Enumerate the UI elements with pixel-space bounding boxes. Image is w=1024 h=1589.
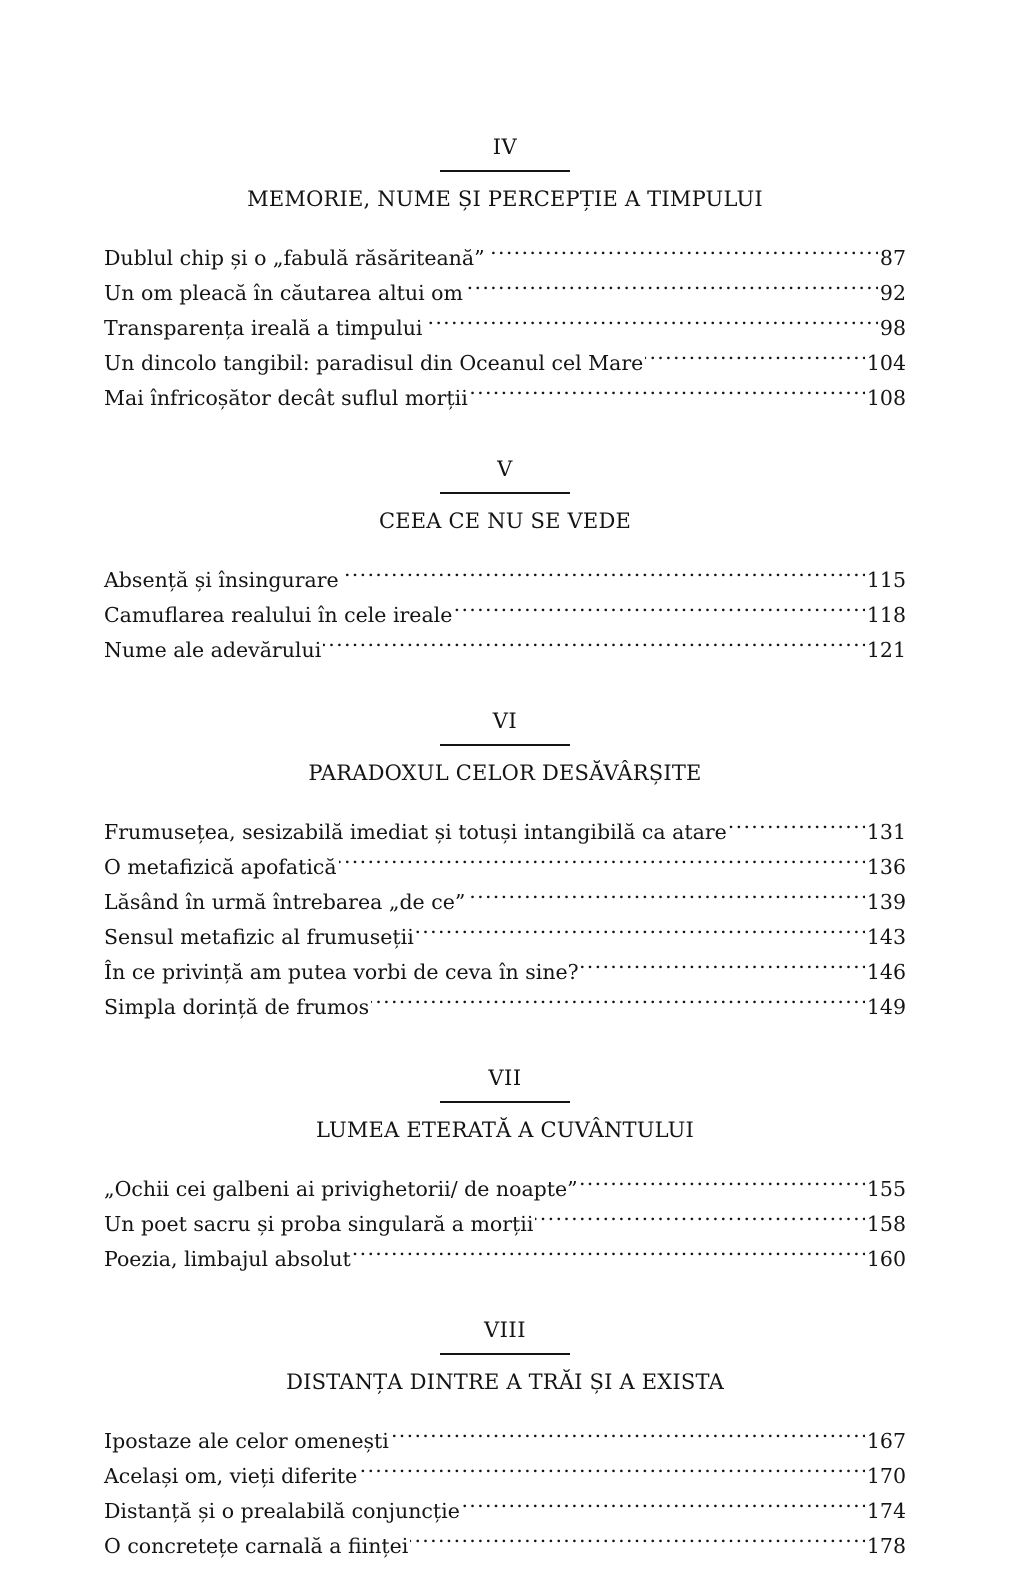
entry-page-number: 98 — [879, 316, 906, 340]
entry-page-number: 92 — [879, 281, 906, 305]
entry-title: Ipostaze ale celor omenești — [104, 1429, 389, 1453]
entry-list — [104, 804, 906, 1019]
entry-page-number: 87 — [879, 246, 906, 270]
dot-leader — [729, 804, 865, 839]
entry-page-number: 155 — [866, 1177, 906, 1201]
entry-title: Camuflarea realului în cele ireale — [104, 603, 453, 627]
entry-page-number: 139 — [866, 890, 906, 914]
section-title: LUMEA ETERATĂ A CUVÂNTULUI — [315, 1118, 695, 1142]
dot-leader — [645, 335, 865, 370]
section-divider — [440, 1101, 570, 1103]
section-title: DISTANȚA DINTRE A TRĂI ȘI A EXISTA — [286, 1370, 724, 1394]
toc-entry — [104, 230, 906, 270]
entry-list — [104, 230, 906, 410]
entry-title: O metafizică apofatică — [104, 855, 337, 879]
dot-leader — [462, 1483, 865, 1518]
toc-section — [104, 1315, 906, 1558]
toc-entry — [104, 1161, 906, 1201]
dot-leader — [410, 1518, 865, 1553]
entry-page-number: 149 — [866, 995, 906, 1019]
entry-title: Mai înfricoșător decât suflul morții — [104, 386, 468, 410]
dot-leader — [353, 1231, 865, 1266]
dot-leader — [454, 587, 865, 622]
dot-leader — [465, 265, 878, 300]
dot-leader — [416, 909, 865, 944]
section-divider — [440, 170, 570, 172]
entry-page-number: 121 — [866, 638, 906, 662]
entry-title: În ce privință am putea vorbi de ceva în sine? — [104, 960, 579, 984]
entry-page-number: 160 — [866, 1247, 906, 1271]
entry-title: Distanță și o prealabilă conjuncție — [104, 1499, 460, 1523]
entry-title: Frumusețea, sesizabilă imediat și totuși intangibilă ca atare — [104, 820, 727, 844]
entry-page-number: 136 — [866, 855, 906, 879]
entry-page-number: 174 — [866, 1499, 906, 1523]
entry-title: Sensul metafizic al frumuseții — [104, 925, 414, 949]
entry-page-number: 108 — [866, 386, 906, 410]
entry-title: Un poet sacru și proba singulară a morții — [104, 1212, 534, 1236]
dot-leader — [391, 1413, 865, 1448]
dot-leader — [487, 230, 878, 265]
table-of-contents — [104, 132, 906, 1558]
entry-page-number: 167 — [866, 1429, 906, 1453]
dot-leader — [339, 839, 865, 874]
entry-title: Absență și însingurare — [104, 568, 339, 592]
entry-page-number: 131 — [866, 820, 906, 844]
section-numeral: VIII — [483, 1318, 527, 1342]
entry-title: „Ochii cei galbeni ai privighetorii/ de noapte” — [104, 1177, 578, 1201]
section-title: MEMORIE, NUME ȘI PERCEPȚIE A TIMPULUI — [247, 187, 763, 211]
entry-title: Același om, vieți diferite — [104, 1464, 358, 1488]
entry-title: Transparența ireală a timpului — [104, 316, 423, 340]
toc-section — [104, 1063, 906, 1315]
dot-leader — [371, 979, 865, 1014]
dot-leader — [341, 552, 865, 587]
entry-list — [104, 1161, 906, 1271]
dot-leader — [580, 1161, 865, 1196]
entry-list — [104, 552, 906, 662]
dot-leader — [467, 874, 865, 909]
section-divider — [440, 744, 570, 746]
entry-title: Dublul chip și o „fabulă răsăriteană” — [104, 246, 485, 270]
entry-title: Poezia, limbajul absolut — [104, 1247, 351, 1271]
section-divider — [440, 492, 570, 494]
section-numeral: V — [497, 457, 513, 481]
toc-section — [104, 132, 906, 454]
dot-leader — [581, 944, 865, 979]
entry-page-number: 115 — [866, 568, 906, 592]
entry-title: Lăsând în urmă întrebarea „de ce” — [104, 890, 466, 914]
entry-page-number: 146 — [866, 960, 906, 984]
entry-title: O concretețe carnală a ființei — [104, 1534, 409, 1558]
entry-page-number: 170 — [866, 1464, 906, 1488]
entry-page-number: 143 — [866, 925, 906, 949]
entry-page-number: 104 — [866, 351, 906, 375]
toc-section — [104, 454, 906, 706]
section-numeral: IV — [492, 135, 518, 159]
section-divider — [440, 1353, 570, 1355]
section-numeral: VI — [492, 709, 518, 733]
section-title: CEEA CE NU SE VEDE — [378, 509, 632, 533]
dot-leader — [470, 370, 865, 405]
toc-section — [104, 706, 906, 1063]
section-title: PARADOXUL CELOR DESĂVÂRȘITE — [308, 761, 702, 785]
entry-page-number: 118 — [866, 603, 906, 627]
entry-title: Simpla dorință de frumos — [104, 995, 370, 1019]
entry-title: Nume ale adevărului — [104, 638, 322, 662]
toc-entry — [104, 552, 906, 592]
entry-page-number: 178 — [866, 1534, 906, 1558]
entry-list — [104, 1413, 906, 1558]
entry-title: Un om pleacă în căutarea altui om — [104, 281, 463, 305]
dot-leader — [425, 300, 878, 335]
entry-title: Un dincolo tangibil: paradisul din Oceanul cel Mare — [104, 351, 644, 375]
toc-entry — [104, 1413, 906, 1453]
dot-leader — [323, 622, 865, 657]
dot-leader — [359, 1448, 865, 1483]
toc-entry — [104, 804, 906, 844]
dot-leader — [535, 1196, 864, 1231]
section-numeral: VII — [488, 1066, 522, 1090]
entry-page-number: 158 — [866, 1212, 906, 1236]
